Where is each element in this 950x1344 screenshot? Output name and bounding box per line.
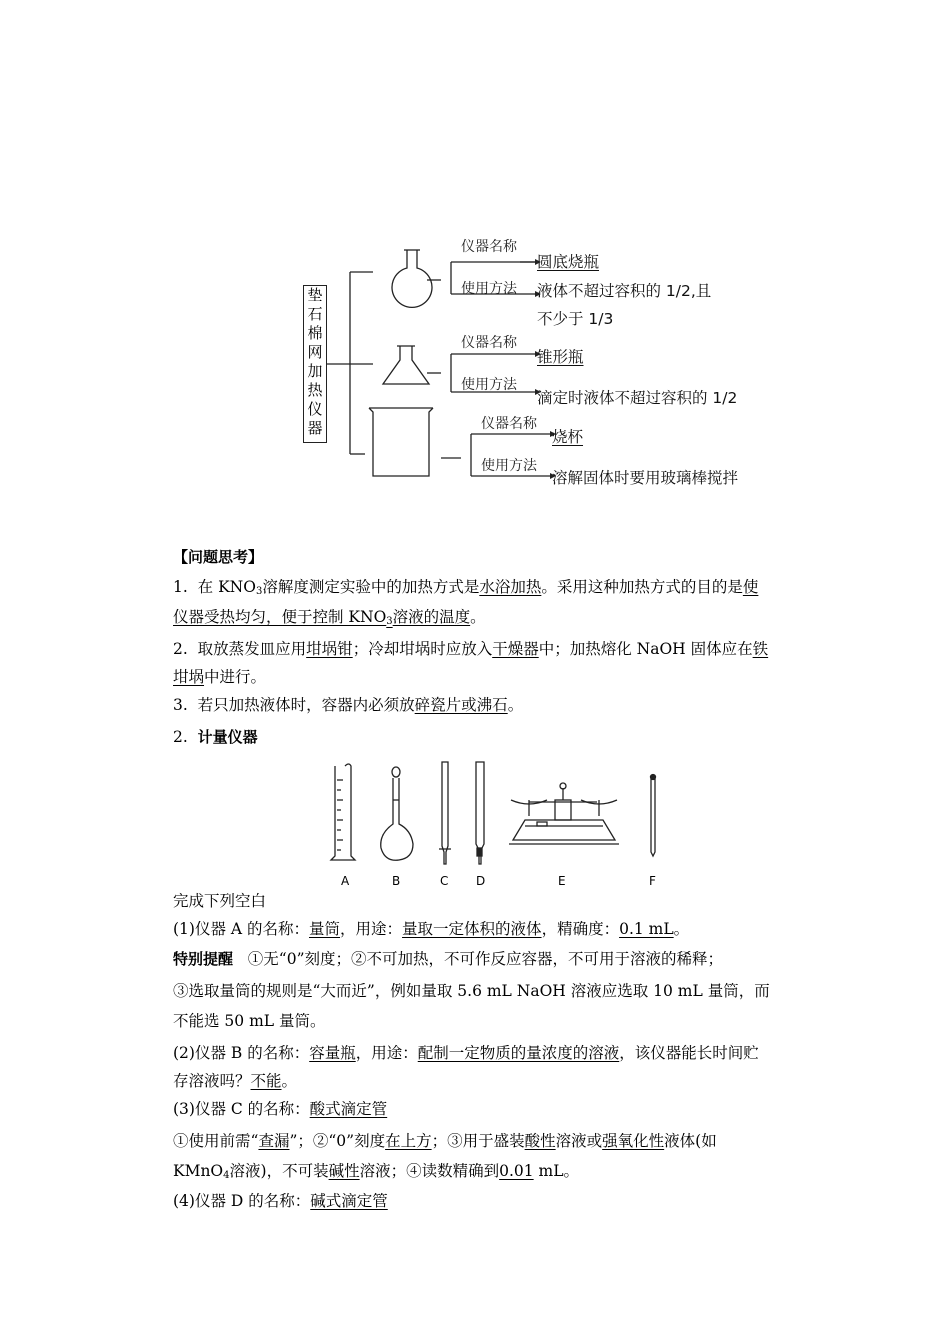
row1-usage-value-2: 不少于 1/3	[537, 310, 614, 328]
fill-in-prompt: 完成下列空白	[173, 892, 267, 910]
instrument-a-line: (1)仪器 A 的名称：量筒，用途：量取一定体积的液体，精确度：0.1 mL。	[173, 920, 690, 938]
instrument-label-a: A	[341, 874, 350, 888]
instrument-b-line-1: (2)仪器 B 的名称：容量瓶，用途：配制一定物质的量浓度的溶液，该仪器能长时间贮	[173, 1044, 759, 1062]
acid-burette-icon	[439, 762, 451, 864]
instrument-label-f: F	[649, 874, 656, 888]
tip-line-1: 特别提醒 ①无“0”刻度；②不可加热，不可作反应容器，不可用于溶液的稀释；	[173, 950, 724, 968]
question-1-line-1: 1. 在 $KNO_3$溶解度测定实验中的加热方式是水浴加热。采用这种加热方式的目的是使	[173, 578, 759, 597]
row1-name-value: 圆底烧瓶	[537, 253, 600, 271]
row3-name-label: 仪器名称	[481, 416, 537, 432]
tip-line-2: ③选取量筒的规则是“大而近”，例如量取 5.6 mL NaOH 溶液应选取 10 mL 量筒，而	[173, 982, 770, 1000]
row2-usage-value-1: 滴定时液体不超过容积的 1/2	[537, 389, 738, 407]
row1-usage-label: 使用方法	[461, 281, 517, 297]
question-2-line-1: 2. 取放蒸发皿应用坩埚钳；冷却坩埚时应放入干燥器中；加热熔化 NaOH 固体应在铁	[173, 640, 769, 658]
instrument-label-b: B	[392, 874, 401, 888]
diagram-group-title: 垫石棉网加热仪器	[303, 285, 327, 443]
answer-water-bath: 水浴加热	[479, 578, 542, 596]
graduated-cylinder-icon	[331, 764, 355, 860]
row1-usage-value-1: 液体不超过容积的 1/2,且	[537, 282, 712, 300]
base-burette-icon	[476, 762, 484, 864]
tip-label: 特别提醒	[173, 950, 234, 968]
row3-name-value: 烧杯	[552, 428, 584, 446]
instrument-c-detail-1: ①使用前需“查漏”；②“0”刻度在上方；③用于盛装酸性溶液或强氧化性液体(如	[173, 1132, 717, 1150]
question-2-line-2: 坩埚中进行。	[173, 668, 267, 686]
question-1-line-2: 仪器受热均匀，便于控制 $KNO_3$溶液的温度。	[173, 608, 486, 627]
row2-name-value: 锥形瓶	[537, 348, 584, 366]
tip-line-3: 不能选 50 mL 量筒。	[173, 1012, 326, 1030]
question-heading: 【问题思考】	[173, 548, 264, 566]
thermometer-icon	[651, 775, 656, 857]
question-3: 3. 若只加热液体时，容器内必须放碎瓷片或沸石。	[173, 696, 524, 714]
volumetric-flask-icon	[381, 767, 413, 860]
diagram-lines	[295, 222, 775, 492]
conical-flask-icon	[383, 346, 429, 384]
heating-instruments-diagram	[295, 222, 775, 492]
round-bottom-flask-icon	[392, 250, 432, 307]
instrument-label-c: C	[440, 874, 449, 888]
measuring-instruments-figure	[325, 760, 665, 890]
beaker-icon	[369, 408, 433, 476]
row2-usage-label: 使用方法	[461, 377, 517, 393]
row2-name-label: 仪器名称	[461, 335, 517, 351]
instrument-c-line: (3)仪器 C 的名称：酸式滴定管	[173, 1100, 388, 1118]
row3-usage-label: 使用方法	[481, 458, 537, 474]
instrument-c-detail-2: KMnO$_4$溶液)，不可装碱性溶液；④读数精确到0.01 mL。	[173, 1162, 580, 1181]
measure-heading: 2. 计量仪器	[173, 728, 258, 746]
balance-icon	[509, 783, 619, 844]
instrument-b-line-2: 存溶液吗？不能。	[173, 1072, 298, 1090]
instruments-drawing	[325, 760, 665, 872]
row1-name-label: 仪器名称	[461, 239, 517, 255]
row3-usage-value-1: 溶解固体时要用玻璃棒搅拌	[552, 469, 739, 487]
instrument-label-e: E	[558, 874, 566, 888]
instrument-d-line: (4)仪器 D 的名称：碱式滴定管	[173, 1192, 388, 1210]
instrument-label-d: D	[476, 874, 486, 888]
